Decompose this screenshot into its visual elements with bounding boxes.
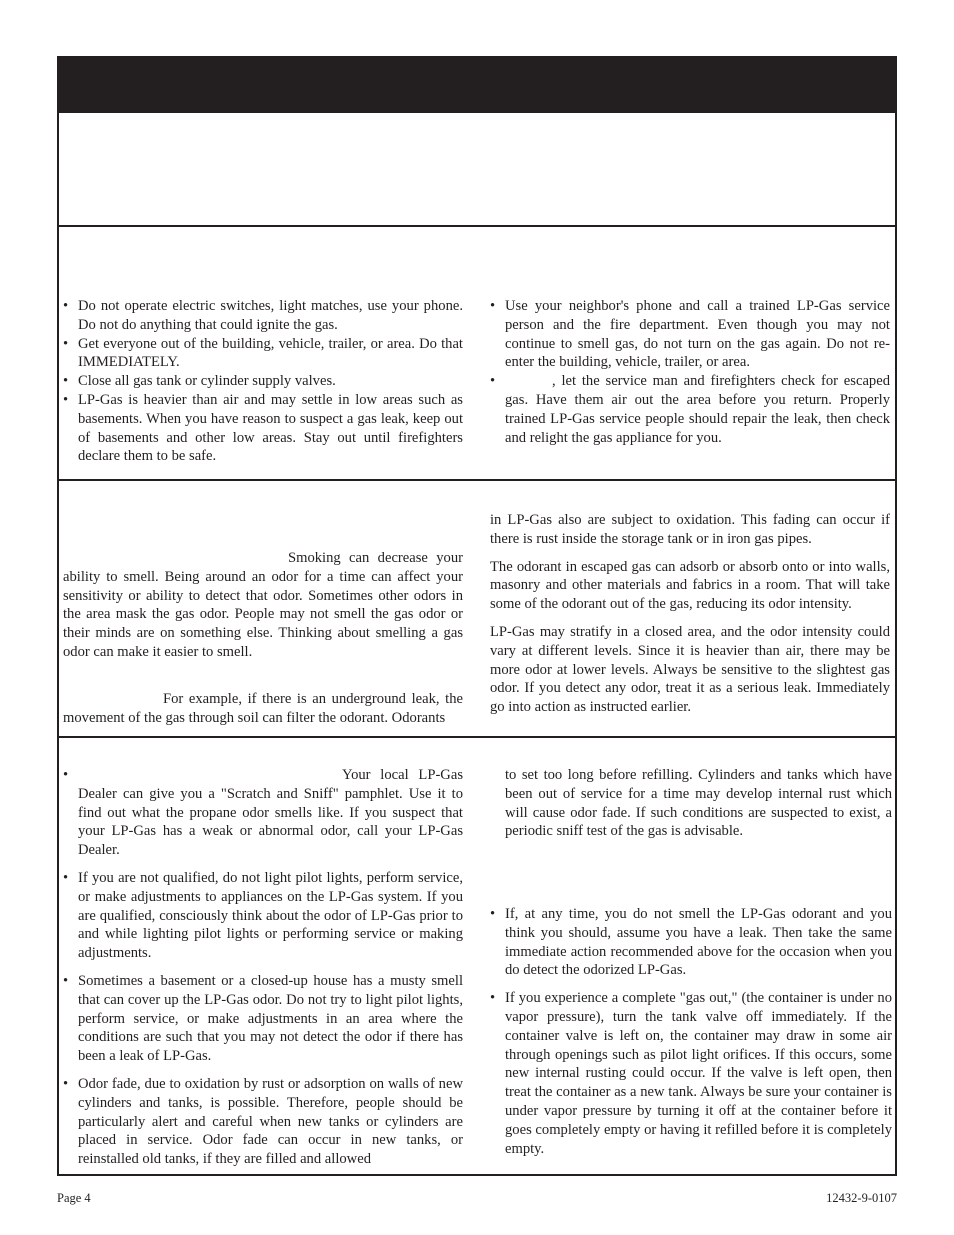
- paragraph: [63, 690, 463, 728]
- paragraph: in LP-Gas also are subject to oxidation. This fading can occur if there is rust inside the storage tank or in iron gas pipes.: [490, 512, 890, 547]
- document-number: 12432-9-0107: [826, 1191, 897, 1205]
- section3-right-bullets: [490, 905, 892, 1158]
- paragraph-text: Smoking can decrease your ability to smell. Being around an odor for a time can affect your sensitivity or ability to detect that odor. Sometimes other odors in the area mask the gas odor. People may not smell the gas odor or their minds are on something else. Thinking about smelling a gas odor can make it easier to smell.: [63, 550, 463, 660]
- header-bar: [59, 58, 895, 113]
- paragraph: LP-Gas may stratify in a closed area, and the odor intensity could vary at different levels. Since it is heavier than air, there may be more odor at lower levels. Always be sensitive to the slightest gas odor. If you detect any odor, treat it as a serious leak. Immediately go into action as instructed earlier.: [490, 623, 890, 716]
- list-item: • Sometimes a basement or a closed-up house has a musty smell that can cover up the LP-Gas odor. Do not try to light pilot lights, perform service, or make adjustments in an area where the conditions are such that you may not detect the odor if there has been a leak of LP-Gas.: [63, 972, 463, 1066]
- section-divider: [59, 479, 895, 481]
- list-item-text: , let the service man and firefighters check for escaped gas. Have them air out the area before you return. Properly trained LP-Gas service people should repair the leak, then check and relight the gas appliance for you.: [505, 373, 890, 446]
- paragraph-text: For example, if there is an underground leak, the movement of the gas through soil can filter the odorant. Odorants: [63, 690, 463, 726]
- list-item-text: Your local LP-Gas Dealer can give you a "Scratch and Sniff" pamphlet. Use it to find out what the propane odor smells like. If you suspect that your LP-Gas has a weak or abnormal odor, call your LP-Gas Dealer.: [78, 767, 463, 859]
- section2-right-column: [490, 511, 890, 717]
- list-item: • Get everyone out of the building, vehicle, trailer, or area. Do that IMMEDIATELY.: [63, 335, 463, 373]
- section1-left-column: [63, 297, 463, 466]
- section1-right-column: [490, 297, 890, 447]
- document-frame: [57, 56, 897, 1176]
- list-item: [63, 766, 463, 860]
- page-number: Page 4: [57, 1191, 91, 1205]
- section3-left-column: [63, 766, 463, 1169]
- paragraph: [63, 549, 463, 662]
- paragraph: to set too long before refilling. Cylinders and tanks which have been out of service for a time may develop internal rust which will cause odor fade. If such conditions are suspected to exist, a periodic sniff test of the gas is advisable.: [505, 767, 892, 840]
- list-item: • Odor fade, due to oxidation by rust or adsorption on walls of new cylinders and tanks, is possible. Therefore, people should be particularly alert and careful when new tanks or cylinders are placed in service. Odor fade can occur in new tanks, or reinstalled old tanks, if they are filled and allowed: [63, 1075, 463, 1169]
- section-divider: [59, 736, 895, 738]
- section3-right-column: [505, 766, 892, 841]
- list-item: • If, at any time, you do not smell the LP-Gas odorant and you think you should, assume you have a leak. Then take the same immediate action recommended above for the occasion when you do detect the odorized LP-Gas.: [490, 905, 892, 980]
- list-item: • Close all gas tank or cylinder supply valves.: [63, 372, 463, 391]
- list-item: • If you are not qualified, do not light pilot lights, perform service, or make adjustments to appliances on the LP-Gas system. If you are qualified, consciously think about the odor of LP-Gas prior to and while lighting pilot lights or performing service or making adjustments.: [63, 869, 463, 963]
- list-item: [490, 372, 890, 447]
- list-item: • LP-Gas is heavier than air and may settle in low areas such as basements. When you have reason to suspect a gas leak, keep out of basements and other low areas. Stay out until firefighters declare them to be safe.: [63, 391, 463, 466]
- section-divider: [59, 225, 895, 227]
- section2-left-column: [63, 549, 463, 727]
- list-item: • If you experience a complete "gas out," (the container is under no vapor pressure), turn the tank valve off immediately. If the container valve is left on, the container may draw in some air through openings such as pilot light orifices. If this occurs, some new internal rusting could occur. If the valve is left open, then treat the container as a new tank. Always be sure your container is under vapor pressure by turning it off at the container before it goes completely empty or having it refilled before it is completely empty.: [490, 989, 892, 1158]
- paragraph: The odorant in escaped gas can adsorb or absorb onto or into walls, masonry and other materials and fabrics in a room. That will take some of the odorant out of the gas, reducing its odor intensity.: [490, 558, 890, 613]
- list-item: • Use your neighbor's phone and call a trained LP-Gas service person and the fire department. Even though you may not continue to smell gas, do not turn on the gas again. Do not re-enter the building, vehicle, trailer, or area.: [490, 297, 890, 372]
- list-item: • Do not operate electric switches, light matches, use your phone. Do not do anything that could ignite the gas.: [63, 297, 463, 335]
